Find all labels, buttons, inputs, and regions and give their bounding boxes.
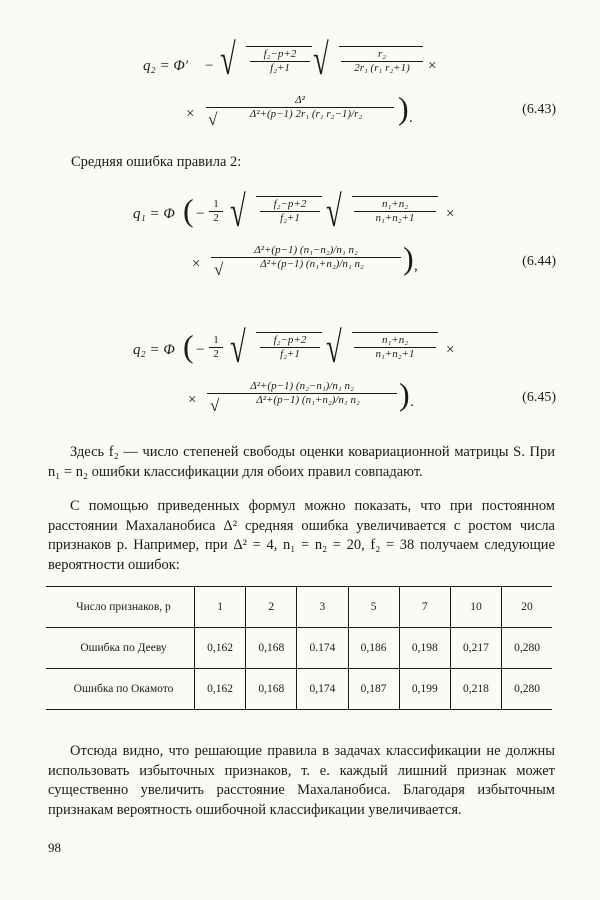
sqrt-sign: √ [208,110,218,129]
error-table [46,586,552,710]
denominator: Δ²+(p−1) 2r₁ (r₁ r₂−1)/r₂ [249,108,363,120]
times-sign: × [192,256,201,272]
numerator: r₂ [341,48,423,62]
sqrt-overline [246,46,312,47]
period: . [410,394,414,410]
table-cell: 7 [399,587,450,628]
numerator: f₂−p+2 [260,334,320,348]
sqrt-sign: √ [230,187,246,236]
comma: , [414,258,418,274]
table-cell: 0,168 [246,669,297,710]
numerator: n₁+n₂ [354,334,436,348]
table-cell: 0,218 [450,669,501,710]
numerator: f₂−p+2 [260,198,320,212]
numerator: f₂−p+2 [250,48,310,62]
table-cell: 0,168 [246,628,297,669]
paragraph-text: С помощью приведенных формул можно показать, что при постоянном расстоянии Махаланобиса Δ² средняя ошибка увеличивается с ростом числа признаков p. Например, при Δ² = 4, n₁ = n₂ = 20, f₂ = 38 получаем следующие вероятности ошибок: [48,498,555,573]
table-cell: 0,174 [297,669,348,710]
times-sign: × [428,58,437,74]
times-sign: × [446,342,455,358]
fraction [260,334,320,361]
denominator: Δ²+(p−1) (n₁+n₂)/n₁ n₂ [260,258,364,270]
fraction [354,334,436,361]
fraction [206,94,394,121]
table-cell: 20 [502,587,552,628]
table-cell: 0,198 [399,628,450,669]
table-cell: 10 [450,587,501,628]
fraction [211,244,401,271]
table-header-row [46,587,552,628]
paragraph-example [48,497,555,575]
denominator: n₁+n₂+1 [375,212,415,224]
sqrt-overline [256,196,322,197]
sqrt-sign: √ [220,35,236,84]
fraction [207,380,397,407]
equation-6-44 [0,188,600,300]
half-fraction [209,334,223,361]
right-parenthesis: ) [403,240,414,276]
period: . [409,110,413,126]
numerator: n₁+n₂ [354,198,436,212]
sqrt-sign: √ [326,187,342,236]
denominator: 2 [213,348,219,360]
equation-number: (6.43) [522,102,556,117]
sqrt-sign: √ [326,323,342,372]
table-row-label: Ошибка по Окамото [46,669,195,710]
table-cell: 0,186 [348,628,399,669]
times-sign: × [186,106,195,122]
page-number: 98 [48,840,61,855]
denominator: Δ²+(p−1) (n₁+n₂)/n₁ n₂ [256,394,360,406]
sqrt-overline [256,332,322,333]
equation-number: (6.44) [522,254,556,269]
paragraph-text: Отсюда видно, что решающие правила в задачах классификации не должны использовать избыточных признаков, т. е. каждый лишний признак может существенно увеличить расстояние Махаланобиса. Благодаря избыточным признакам вероятность ошибочной классификации увеличивается. [48,743,555,818]
fraction [260,198,320,225]
sqrt-overline [352,196,438,197]
equation-lhs: q₂ = Φ′ [143,58,189,74]
fraction [341,48,423,75]
right-parenthesis: ) [399,376,410,412]
sqrt-sign: √ [214,260,224,279]
table-cell: 0,162 [195,669,246,710]
minus-sign: − [205,58,214,74]
denominator: f₂+1 [280,212,300,224]
denominator: n₁+n₂+1 [375,348,415,360]
sqrt-overline [339,46,423,47]
equation-lhs: q₂ = Φ [133,342,175,358]
table-cell: 0,162 [195,628,246,669]
equation-6-45 [0,323,600,436]
paragraph-variable-definition [48,443,555,482]
numerator: 1 [209,334,223,348]
left-parenthesis: ( [183,328,194,364]
fraction [354,198,436,225]
numerator: Δ² [206,94,394,108]
table-cell: 0,199 [399,669,450,710]
denominator: f₂+1 [270,62,290,74]
half-fraction [209,198,223,225]
numerator: Δ²+(p−1) (n₂−n₁)/n₁ n₂ [207,380,397,394]
table-cell: 0,187 [348,669,399,710]
sqrt-overline [352,332,438,333]
section-heading: Средняя ошибка правила 2: [71,154,242,170]
minus-sign: − [196,206,205,222]
fraction [250,48,310,75]
equation-number: (6.45) [522,390,556,405]
denominator: 2r₁ (r₁ r₂+1) [354,62,410,74]
table-cell: 0,217 [450,628,501,669]
denominator: 2 [213,212,219,224]
table-cell: 0,280 [502,669,552,710]
table-row [46,628,552,669]
paragraph-text: Здесь f₂ — число степеней свободы оценки ковариационной матрицы S. При n₁ = n₂ ошибки классификации для обоих правил совпадают. [48,444,555,480]
sqrt-sign: √ [313,35,329,84]
equation-6-43 [0,30,600,140]
table-cell: 0.174 [297,628,348,669]
table-cell: 1 [195,587,246,628]
sqrt-sign: √ [210,396,220,415]
table-header-label: Число признаков, p [46,587,195,628]
sqrt-sign: √ [230,323,246,372]
table-cell: 3 [297,587,348,628]
table-row-label: Ошибка по Дееву [46,628,195,669]
table-cell: 5 [348,587,399,628]
table-cell: 2 [246,587,297,628]
denominator: f₂+1 [280,348,300,360]
table-row [46,669,552,710]
left-parenthesis: ( [183,192,194,228]
paragraph-conclusion [48,742,555,820]
table-cell: 0,280 [502,628,552,669]
equation-lhs: q₁ = Φ [133,206,175,222]
minus-sign: − [196,342,205,358]
times-sign: × [446,206,455,222]
right-parenthesis: ) [398,90,409,126]
numerator: Δ²+(p−1) (n₁−n₂)/n₁ n₂ [211,244,401,258]
numerator: 1 [209,198,223,212]
times-sign: × [188,392,197,408]
